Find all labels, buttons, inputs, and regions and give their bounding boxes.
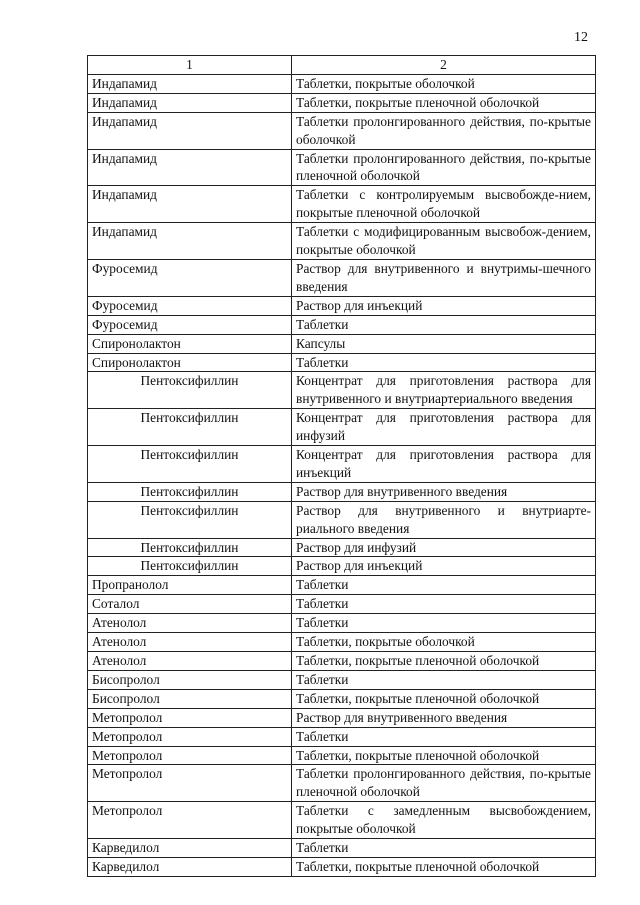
drug-name-cell: Пентоксифиллин	[88, 538, 292, 557]
drug-name-cell: Метопролол	[88, 708, 292, 727]
dosage-form-cell: Таблетки с замедленным высвобождением, покрытые оболочкой	[292, 802, 596, 839]
dosage-form-cell: Таблетки	[292, 576, 596, 595]
drug-name-cell: Пентоксифиллин	[88, 557, 292, 576]
dosage-form-cell: Таблетки	[292, 595, 596, 614]
dosage-form-cell: Таблетки	[292, 839, 596, 858]
dosage-form-cell: Таблетки пролонгированного действия, по-крытые пленочной оболочкой	[292, 765, 596, 802]
table-row	[88, 446, 596, 483]
drug-name-cell: Бисопролол	[88, 689, 292, 708]
dosage-form-cell: Капсулы	[292, 334, 596, 353]
dosage-form-cell: Таблетки	[292, 614, 596, 633]
dosage-form-cell: Таблетки, покрытые оболочкой	[292, 74, 596, 93]
column-header-1: 1	[88, 56, 292, 75]
drug-name-cell: Пентоксифиллин	[88, 372, 292, 409]
drug-name-cell: Фуросемид	[88, 259, 292, 296]
dosage-form-cell: Раствор для внутривенного введения	[292, 708, 596, 727]
table-row	[88, 296, 596, 315]
table-row	[88, 652, 596, 671]
drug-name-cell: Метопролол	[88, 765, 292, 802]
drug-name-cell: Фуросемид	[88, 296, 292, 315]
drug-name-cell: Спиронолактон	[88, 334, 292, 353]
table-row	[88, 595, 596, 614]
drug-name-cell: Метопролол	[88, 746, 292, 765]
dosage-form-cell: Раствор для инъекций	[292, 557, 596, 576]
drug-name-cell: Атенолол	[88, 633, 292, 652]
dosage-form-cell: Таблетки, покрытые пленочной оболочкой	[292, 746, 596, 765]
table-row	[88, 482, 596, 501]
table-row	[88, 186, 596, 223]
dosage-form-cell: Таблетки, покрытые пленочной оболочкой	[292, 652, 596, 671]
dosage-form-cell: Концентрат для приготовления раствора для инфузий	[292, 409, 596, 446]
table-row	[88, 409, 596, 446]
dosage-form-cell: Раствор для инфузий	[292, 538, 596, 557]
drug-name-cell: Атенолол	[88, 614, 292, 633]
table-row	[88, 727, 596, 746]
drug-form-table	[87, 55, 596, 877]
table-row	[88, 839, 596, 858]
table-row	[88, 765, 596, 802]
dosage-form-cell: Раствор для внутривенного введения	[292, 482, 596, 501]
drug-name-cell: Атенолол	[88, 652, 292, 671]
table-row	[88, 802, 596, 839]
table-row	[88, 689, 596, 708]
dosage-form-cell: Концентрат для приготовления раствора для инъекций	[292, 446, 596, 483]
table-row	[88, 538, 596, 557]
dosage-form-cell: Раствор для внутривенного и внутриарте-риального введения	[292, 501, 596, 538]
dosage-form-cell: Раствор для внутривенного и внутримы-шечного введения	[292, 259, 596, 296]
drug-name-cell: Пентоксифиллин	[88, 409, 292, 446]
dosage-form-cell: Таблетки	[292, 727, 596, 746]
drug-name-cell: Индапамид	[88, 112, 292, 149]
drug-name-cell: Индапамид	[88, 186, 292, 223]
table-row	[88, 353, 596, 372]
drug-name-cell: Пентоксифиллин	[88, 446, 292, 483]
drug-name-cell: Соталол	[88, 595, 292, 614]
table-header-row	[88, 56, 596, 75]
table-row	[88, 501, 596, 538]
drug-name-cell: Бисопролол	[88, 670, 292, 689]
dosage-form-cell: Таблетки, покрытые пленочной оболочкой	[292, 689, 596, 708]
table-row	[88, 708, 596, 727]
table-row	[88, 746, 596, 765]
drug-name-cell: Метопролол	[88, 802, 292, 839]
table-row	[88, 315, 596, 334]
drug-name-cell: Пентоксифиллин	[88, 482, 292, 501]
drug-name-cell: Индапамид	[88, 223, 292, 260]
dosage-form-cell: Таблетки пролонгированного действия, по-крытые пленочной оболочкой	[292, 149, 596, 186]
dosage-form-cell: Таблетки	[292, 670, 596, 689]
table-row	[88, 557, 596, 576]
table-row	[88, 576, 596, 595]
drug-name-cell: Карведилол	[88, 839, 292, 858]
dosage-form-cell: Таблетки с модифицированным высвобож-дением, покрытые оболочкой	[292, 223, 596, 260]
drug-name-cell: Фуросемид	[88, 315, 292, 334]
table-row	[88, 149, 596, 186]
drug-name-cell: Пропранолол	[88, 576, 292, 595]
table-row	[88, 614, 596, 633]
dosage-form-cell: Таблетки с контролируемым высвобожде-нием, покрытые пленочной оболочкой	[292, 186, 596, 223]
dosage-form-cell: Таблетки, покрытые пленочной оболочкой	[292, 93, 596, 112]
drug-name-cell: Метопролол	[88, 727, 292, 746]
dosage-form-cell: Таблетки, покрытые пленочной оболочкой	[292, 857, 596, 876]
table-row	[88, 112, 596, 149]
table-row	[88, 223, 596, 260]
dosage-form-cell: Таблетки	[292, 353, 596, 372]
table-body	[88, 74, 596, 876]
table-row	[88, 857, 596, 876]
drug-name-cell: Пентоксифиллин	[88, 501, 292, 538]
drug-name-cell: Карведилол	[88, 857, 292, 876]
table-row	[88, 633, 596, 652]
dosage-form-cell: Раствор для инъекций	[292, 296, 596, 315]
drug-name-cell: Индапамид	[88, 149, 292, 186]
column-header-2: 2	[292, 56, 596, 75]
drug-name-cell: Индапамид	[88, 93, 292, 112]
page-number: 12	[574, 30, 588, 45]
dosage-form-cell: Таблетки, покрытые оболочкой	[292, 633, 596, 652]
table-row	[88, 334, 596, 353]
table-row	[88, 259, 596, 296]
dosage-form-cell: Таблетки	[292, 315, 596, 334]
dosage-form-cell: Таблетки пролонгированного действия, по-крытые оболочкой	[292, 112, 596, 149]
dosage-form-cell: Концентрат для приготовления раствора для внутривенного и внутриартериального введения	[292, 372, 596, 409]
table-row	[88, 372, 596, 409]
table-row	[88, 74, 596, 93]
drug-name-cell: Индапамид	[88, 74, 292, 93]
table-row	[88, 670, 596, 689]
table-row	[88, 93, 596, 112]
drug-name-cell: Спиронолактон	[88, 353, 292, 372]
